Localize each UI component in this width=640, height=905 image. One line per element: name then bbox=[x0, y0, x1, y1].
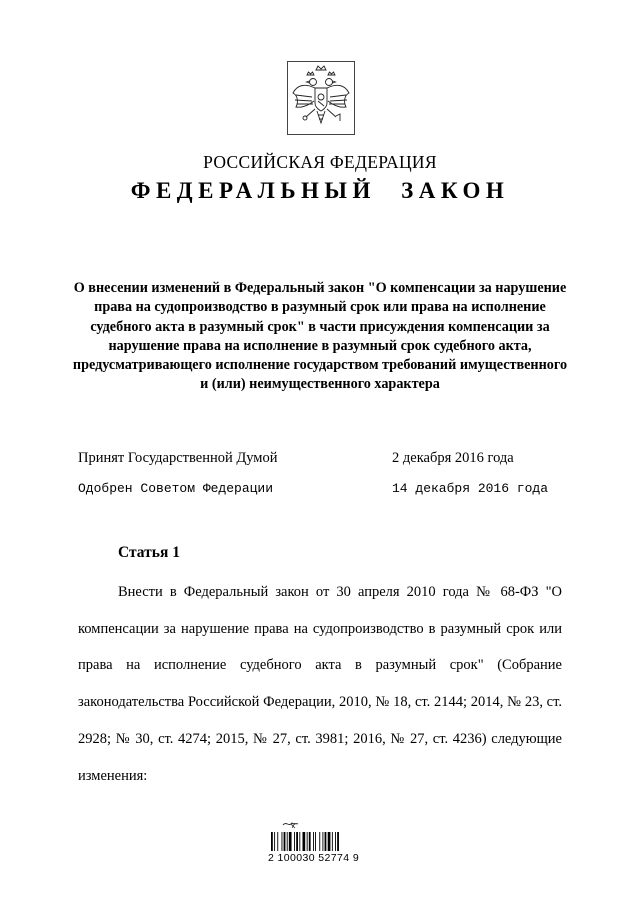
coat-of-arms-icon bbox=[287, 61, 355, 135]
law-title: О внесении изменений в Федеральный закон "О компенсации за нарушение права на судопроизводство в разумный срок или права на исполнение судебного акта в разумный срок" в части присуждения компенсации за нарушение права на исполнение в разумный срок судебного акта, предусматривающего исполнение государством требований имущественного и (или) неимущественного характера bbox=[72, 280, 568, 393]
approved-by-council-label: Одобрен Советом Федерации bbox=[78, 481, 274, 496]
document-type: ФЕДЕРАЛЬНЫЙ ЗАКОН bbox=[130, 178, 510, 203]
article-paragraph: Внести в Федеральный закон от 30 апреля 2010 года № 68-ФЗ "О компенсации за нарушение права на судопроизводство в разумный срок или права на исполнение судебного акта в разумный срок" (Собрание законодательства Российской Федерации, 2010, № 18, ст. 2144; 2014, № 23, ст. 2928; № 30, ст. 4274; 2015, № 27, ст. 3981; 2016, № 27, ст. 4236) следующие изменения: bbox=[78, 584, 562, 784]
article-heading: Статья 1 bbox=[118, 544, 180, 561]
adopted-by-duma-date: 2 декабря 2016 года bbox=[392, 450, 514, 466]
barcode-number: 2 100030 52774 9 bbox=[268, 852, 360, 864]
adopted-by-duma-label: Принят Государственной Думой bbox=[78, 450, 278, 466]
country-name: РОССИЙСКАЯ ФЕДЕРАЦИЯ bbox=[203, 152, 437, 172]
article-body bbox=[78, 574, 562, 794]
approved-by-council-date: 14 декабря 2016 года bbox=[392, 481, 549, 496]
